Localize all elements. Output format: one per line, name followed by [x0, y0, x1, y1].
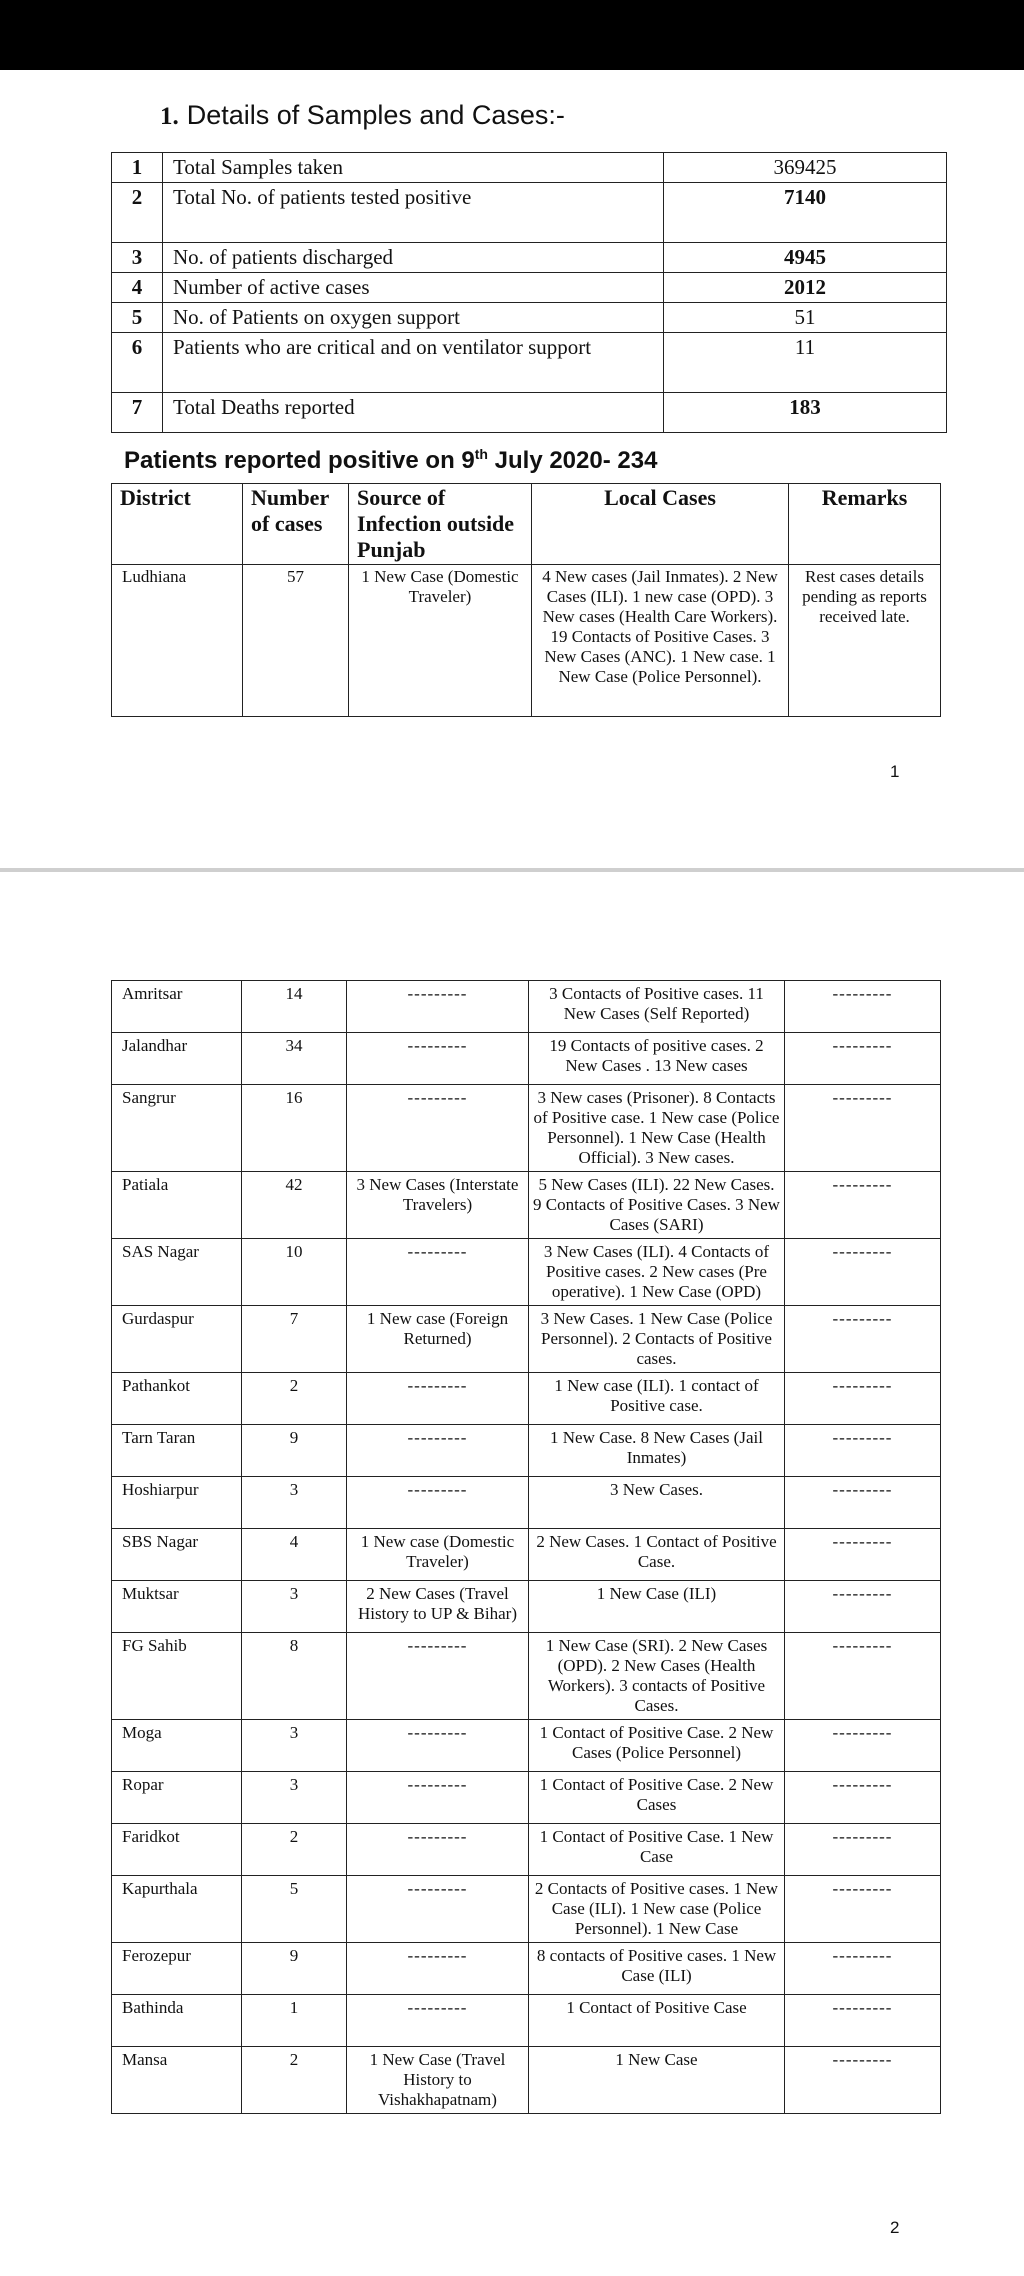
- table-row: [112, 1373, 941, 1425]
- district-cell: Jalandhar: [112, 1033, 242, 1085]
- district-table-page2: [111, 980, 941, 2114]
- district-cell: Faridkot: [112, 1824, 242, 1876]
- source-cell: ---------: [347, 1772, 529, 1824]
- district-cell: Tarn Taran: [112, 1425, 242, 1477]
- cases-cell: 5: [242, 1876, 347, 1943]
- header-local: Local Cases: [532, 484, 789, 565]
- table-row: [112, 565, 941, 717]
- section-number: 1.: [160, 103, 179, 130]
- summary-row: [112, 333, 947, 393]
- local-cell: 1 New Case. 8 New Cases (Jail Inmates): [529, 1425, 785, 1477]
- local-cell: 2 New Cases. 1 Contact of Positive Case.: [529, 1529, 785, 1581]
- summary-value: 183: [664, 393, 947, 433]
- remarks-cell: ---------: [785, 2047, 941, 2114]
- table-row: [112, 1943, 941, 1995]
- remarks-cell: ---------: [785, 1306, 941, 1373]
- summary-label: Total Samples taken: [163, 153, 664, 183]
- summary-num: 1: [112, 153, 163, 183]
- summary-row: [112, 153, 947, 183]
- positive-heading-sup: th: [474, 446, 488, 462]
- source-cell: ---------: [347, 1824, 529, 1876]
- source-cell: ---------: [347, 981, 529, 1033]
- source-cell: ---------: [347, 1995, 529, 2047]
- table-row: [112, 981, 941, 1033]
- district-cell: Moga: [112, 1720, 242, 1772]
- source-cell: ---------: [347, 1943, 529, 1995]
- remarks-cell: ---------: [785, 1477, 941, 1529]
- cases-cell: 34: [242, 1033, 347, 1085]
- page-divider: [0, 868, 1024, 872]
- summary-table: [111, 152, 947, 433]
- local-cell: 5 New Cases (ILI). 22 New Cases. 9 Contacts of Positive Cases. 3 New Cases (SARI): [529, 1172, 785, 1239]
- district-table-page1: [111, 483, 941, 717]
- cases-cell: 2: [242, 1824, 347, 1876]
- local-cell: 1 Contact of Positive Case: [529, 1995, 785, 2047]
- source-cell: 1 New case (Foreign Returned): [347, 1306, 529, 1373]
- positive-heading: [124, 446, 657, 475]
- summary-num: 2: [112, 183, 163, 243]
- remarks-cell: ---------: [785, 1172, 941, 1239]
- summary-value: 11: [664, 333, 947, 393]
- remarks-cell: ---------: [785, 1824, 941, 1876]
- summary-value: 4945: [664, 243, 947, 273]
- cases-cell: 10: [242, 1239, 347, 1306]
- summary-row: [112, 273, 947, 303]
- cases-cell: 16: [242, 1085, 347, 1172]
- district-cell: FG Sahib: [112, 1633, 242, 1720]
- local-cell: 3 New cases (Prisoner). 8 Contacts of Positive case. 1 New case (Police Personnel). 1 New Case (Health Official). 3 New cases.: [529, 1085, 785, 1172]
- summary-row: [112, 393, 947, 433]
- remarks-cell: ---------: [785, 981, 941, 1033]
- district-cell: Amritsar: [112, 981, 242, 1033]
- remarks-cell: ---------: [785, 1581, 941, 1633]
- summary-value: 369425: [664, 153, 947, 183]
- table-row: [112, 1995, 941, 2047]
- remarks-cell: ---------: [785, 1876, 941, 1943]
- summary-label: Total Deaths reported: [163, 393, 664, 433]
- district-cell: Kapurthala: [112, 1876, 242, 1943]
- table-row: [112, 1581, 941, 1633]
- table-row: [112, 1425, 941, 1477]
- cases-cell: 4: [242, 1529, 347, 1581]
- local-cell: 19 Contacts of positive cases. 2 New Cases . 13 New cases: [529, 1033, 785, 1085]
- district-cell: Hoshiarpur: [112, 1477, 242, 1529]
- source-cell: 2 New Cases (Travel History to UP & Bihar): [347, 1581, 529, 1633]
- page-number-2: 2: [890, 2218, 900, 2237]
- summary-label: No. of Patients on oxygen support: [163, 303, 664, 333]
- table-row: [112, 1477, 941, 1529]
- remarks-cell: ---------: [785, 1633, 941, 1720]
- remarks-cell: ---------: [785, 1085, 941, 1172]
- summary-label: Total No. of patients tested positive: [163, 183, 664, 243]
- source-cell: ---------: [347, 1720, 529, 1772]
- summary-num: 6: [112, 333, 163, 393]
- source-cell: 1 New Case (Travel History to Vishakhapatnam): [347, 2047, 529, 2114]
- district-cell: Patiala: [112, 1172, 242, 1239]
- summary-num: 4: [112, 273, 163, 303]
- table-row: [112, 1306, 941, 1373]
- district-cell: Gurdaspur: [112, 1306, 242, 1373]
- positive-heading-date: July 2020- 234: [487, 447, 658, 474]
- local-cell: 8 contacts of Positive cases. 1 New Case (ILI): [529, 1943, 785, 1995]
- cases-cell: 7: [242, 1306, 347, 1373]
- summary-row: [112, 303, 947, 333]
- summary-value: 7140: [664, 183, 947, 243]
- source-cell: ---------: [347, 1633, 529, 1720]
- district-cell: SBS Nagar: [112, 1529, 242, 1581]
- source-cell: ---------: [347, 1033, 529, 1085]
- summary-label: Number of active cases: [163, 273, 664, 303]
- summary-value: 51: [664, 303, 947, 333]
- cases-cell: 3: [242, 1720, 347, 1772]
- local-cell: 3 New Cases (ILI). 4 Contacts of Positive cases. 2 New cases (Pre operative). 1 New Case (OPD): [529, 1239, 785, 1306]
- cases-cell: 2: [242, 2047, 347, 2114]
- local-cell: 1 New case (ILI). 1 contact of Positive case.: [529, 1373, 785, 1425]
- summary-value: 2012: [664, 273, 947, 303]
- summary-label: No. of patients discharged: [163, 243, 664, 273]
- cases-cell: 1: [242, 1995, 347, 2047]
- district-cell: Pathankot: [112, 1373, 242, 1425]
- remarks-cell: ---------: [785, 1529, 941, 1581]
- header-row: [112, 484, 941, 565]
- summary-row: [112, 243, 947, 273]
- summary-row: [112, 183, 947, 243]
- district-cell: Bathinda: [112, 1995, 242, 2047]
- summary-label: Patients who are critical and on ventilator support: [163, 333, 664, 393]
- remarks-cell: ---------: [785, 1033, 941, 1085]
- remarks-cell: ---------: [785, 1720, 941, 1772]
- source-cell: ---------: [347, 1425, 529, 1477]
- table-row: [112, 1172, 941, 1239]
- section-title: Details of Samples and Cases:-: [186, 100, 565, 130]
- cases-cell: 8: [242, 1633, 347, 1720]
- header-source: Source of Infection outside Punjab: [349, 484, 532, 565]
- cases-cell: 57: [243, 565, 349, 717]
- local-cell: 4 New cases (Jail Inmates). 2 New Cases (ILI). 1 new case (OPD). 3 New cases (Health Care Workers). 19 Contacts of Positive Cases. 3 New Cases (ANC). 1 New case. 1 New Case (Police Personnel).: [532, 565, 789, 717]
- source-cell: ---------: [347, 1085, 529, 1172]
- cases-cell: 2: [242, 1373, 347, 1425]
- local-cell: 3 New Cases.: [529, 1477, 785, 1529]
- table-row: [112, 1633, 941, 1720]
- page-number-1: 1: [890, 762, 900, 781]
- cases-cell: 3: [242, 1477, 347, 1529]
- cases-cell: 9: [242, 1943, 347, 1995]
- header-district: District: [112, 484, 243, 565]
- top-black-bar: [0, 0, 1024, 70]
- table-row: [112, 1033, 941, 1085]
- local-cell: 1 Contact of Positive Case. 2 New Cases: [529, 1772, 785, 1824]
- district-cell: Ropar: [112, 1772, 242, 1824]
- remarks-cell: ---------: [785, 1995, 941, 2047]
- district-cell: Ludhiana: [112, 565, 243, 717]
- header-number: Number of cases: [243, 484, 349, 565]
- local-cell: 2 Contacts of Positive cases. 1 New Case (ILI). 1 New case (Police Personnel). 1 New Case: [529, 1876, 785, 1943]
- table-row: [112, 1876, 941, 1943]
- cases-cell: 9: [242, 1425, 347, 1477]
- table-row: [112, 1529, 941, 1581]
- source-cell: 1 New Case (Domestic Traveler): [349, 565, 532, 717]
- cases-cell: 42: [242, 1172, 347, 1239]
- local-cell: 1 Contact of Positive Case. 2 New Cases (Police Personnel): [529, 1720, 785, 1772]
- summary-num: 5: [112, 303, 163, 333]
- section-heading: [160, 100, 565, 131]
- source-cell: 1 New case (Domestic Traveler): [347, 1529, 529, 1581]
- summary-num: 3: [112, 243, 163, 273]
- local-cell: 1 New Case: [529, 2047, 785, 2114]
- table-row: [112, 1085, 941, 1172]
- summary-num: 7: [112, 393, 163, 433]
- remarks-cell: ---------: [785, 1772, 941, 1824]
- district-cell: Ferozepur: [112, 1943, 242, 1995]
- district-cell: Muktsar: [112, 1581, 242, 1633]
- remarks-cell: ---------: [785, 1943, 941, 1995]
- cases-cell: 3: [242, 1581, 347, 1633]
- local-cell: 1 Contact of Positive Case. 1 New Case: [529, 1824, 785, 1876]
- local-cell: 1 New Case (ILI): [529, 1581, 785, 1633]
- remarks-cell: ---------: [785, 1425, 941, 1477]
- table-row: [112, 1772, 941, 1824]
- source-cell: ---------: [347, 1477, 529, 1529]
- district-cell: Sangrur: [112, 1085, 242, 1172]
- cases-cell: 3: [242, 1772, 347, 1824]
- table-row: [112, 1239, 941, 1306]
- table-row: [112, 1720, 941, 1772]
- positive-heading-text: Patients reported positive on 9: [124, 447, 475, 474]
- cases-cell: 14: [242, 981, 347, 1033]
- remarks-cell: Rest cases details pending as reports received late.: [789, 565, 941, 717]
- district-cell: Mansa: [112, 2047, 242, 2114]
- local-cell: 1 New Case (SRI). 2 New Cases (OPD). 2 New Cases (Health Workers). 3 contacts of Positive Cases.: [529, 1633, 785, 1720]
- remarks-cell: ---------: [785, 1373, 941, 1425]
- district-cell: SAS Nagar: [112, 1239, 242, 1306]
- table-row: [112, 1824, 941, 1876]
- source-cell: ---------: [347, 1876, 529, 1943]
- source-cell: 3 New Cases (Interstate Travelers): [347, 1172, 529, 1239]
- local-cell: 3 New Cases. 1 New Case (Police Personnel). 2 Contacts of Positive cases.: [529, 1306, 785, 1373]
- source-cell: ---------: [347, 1373, 529, 1425]
- header-remarks: Remarks: [789, 484, 941, 565]
- source-cell: ---------: [347, 1239, 529, 1306]
- table-row: [112, 2047, 941, 2114]
- local-cell: 3 Contacts of Positive cases. 11 New Cases (Self Reported): [529, 981, 785, 1033]
- remarks-cell: ---------: [785, 1239, 941, 1306]
